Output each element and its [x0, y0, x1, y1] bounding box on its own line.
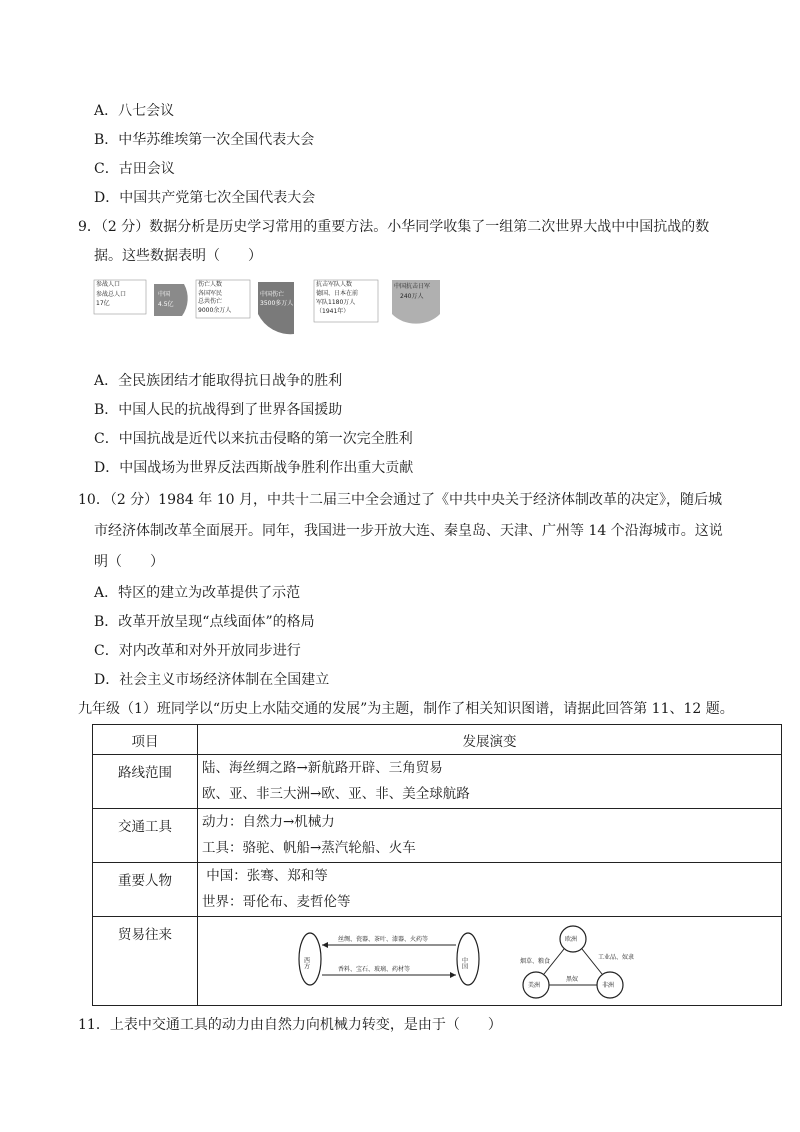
row-label-people: 重要人物 — [118, 873, 172, 889]
fig-item6-line2: 240万人 — [400, 293, 424, 300]
row-transport-line2: 工具：骆驼、帆船→蒸汽轮船、火车 — [202, 840, 416, 856]
row-route-line2: 欧、亚、非三大洲→欧、亚、非、美全球航路 — [202, 786, 470, 802]
knowledge-table — [92, 724, 782, 1006]
q9-data-figure — [92, 274, 472, 342]
row-transport-line1: 动力：自然力→机械力 — [202, 814, 335, 830]
table-row — [93, 809, 782, 863]
q9-option-c: C．中国抗战是近代以来抗击侵略的第一次完全胜利 — [94, 431, 413, 447]
bottom-arrowhead — [450, 972, 456, 978]
china-label: 中国 — [460, 957, 468, 969]
row-route-line1: 陆、海丝绸之路→新航路开辟、三角贸易 — [202, 760, 443, 776]
fig-item4-line2: 3500多万人 — [260, 300, 294, 307]
trade-diagram — [298, 923, 678, 1001]
fig-item5-line3: （1941年） — [316, 308, 350, 315]
fig-item1-line2: 17亿 — [96, 300, 110, 307]
fig-item2-line1: 中国 — [158, 291, 171, 298]
q9-stem-line2: 据。这些数据表明（ ） — [94, 248, 262, 264]
left-edge-label: 烟草、粮食 — [520, 958, 551, 965]
fig-item3-line1: 各国军民 — [198, 290, 223, 297]
table-header-development: 发展演变 — [198, 725, 782, 755]
row-label-route: 路线范围 — [118, 765, 172, 781]
q10-stem-line2: 市经济体制改革全面展开。同年，我国进一步开放大连、秦皇岛、天津、广州等 14 个沿海城市。这说 — [94, 523, 723, 539]
west-label: 西方 — [302, 957, 310, 969]
q10-option-c: C．对内改革和对外开放同步进行 — [94, 643, 301, 659]
q10-option-a: A．特区的建立为改革提供了示范 — [94, 585, 301, 601]
row-label-trade: 贸易往来 — [118, 927, 172, 943]
fig-item5-line2: 军队1180万人 — [316, 299, 356, 306]
row-people-line2: 世界：哥伦布、麦哲伦等 — [202, 894, 351, 910]
q9-option-d: D．中国战场为世界反法西斯战争胜利作出重大贡献 — [94, 460, 414, 476]
table-row — [93, 755, 782, 809]
q8-option-a: A．八七会议 — [94, 103, 175, 119]
table-row — [93, 917, 782, 1006]
bottom-edge-label: 黑奴 — [566, 976, 579, 983]
section-intro: 九年级（1）班同学以“历史上水陆交通的发展”为主题，制作了相关知识图谱，请据此回答第 11、12 题。 — [78, 701, 734, 717]
q11-stem: 11．上表中交通工具的动力由自然力向机械力转变，是由于（ ） — [78, 1017, 502, 1033]
q9-figure-svg — [92, 274, 472, 342]
fig-item1-title: 参战人口 — [96, 281, 121, 288]
table-row — [93, 863, 782, 917]
fig-item5-line1: 德国、日本在前 — [316, 290, 359, 297]
table-header-item: 项目 — [93, 725, 198, 755]
fig-item2-line2: 4.5亿 — [158, 301, 174, 308]
top-arrowhead — [322, 942, 328, 948]
row-label-transport: 交通工具 — [118, 819, 172, 835]
right-edge-label: 工业品、奴隶 — [598, 954, 635, 961]
q10-option-b: B．改革开放呈现“点线面体”的格局 — [94, 614, 315, 630]
right-edge — [582, 949, 602, 974]
q9-stem-line1: 9．（2 分）数据分析是历史学习常用的重要方法。小华同学收集了一组第二次世界大战中中国抗战的数 — [78, 219, 710, 235]
fig-item3-line3: 9000余万人 — [198, 307, 232, 314]
africa-label: 非洲 — [602, 982, 615, 989]
america-label: 美洲 — [528, 982, 541, 989]
q10-option-d: D．社会主义市场经济体制在全国建立 — [94, 672, 330, 688]
q9-option-b: B．中国人民的抗战得到了世界各国援助 — [94, 402, 343, 418]
fig-item3-title: 伤亡人数 — [198, 281, 223, 288]
table-header-row — [93, 725, 782, 755]
fig-item5-title: 抗击军队人数 — [316, 281, 353, 288]
q10-stem-line3: 明（ ） — [94, 554, 164, 570]
row-people-line1: 中国：张骞、郑和等 — [202, 868, 328, 884]
fig-item3-line2: 总共伤亡 — [198, 298, 223, 305]
q8-option-b: B．中华苏维埃第一次全国代表大会 — [94, 132, 315, 148]
fig-item6-line1: 中国抗击日军 — [394, 283, 431, 290]
fig-item1-line1: 参战总人口 — [96, 291, 127, 298]
europe-label: 欧洲 — [565, 936, 578, 943]
q8-option-d: D．中国共产党第七次全国代表大会 — [94, 190, 316, 206]
top-arrow-label: 丝绸、瓷器、茶叶、漆器、火药等 — [338, 936, 429, 943]
bottom-arrow-label: 香料、宝石、玻璃、药材等 — [338, 966, 411, 973]
q8-option-c: C．古田会议 — [94, 161, 175, 177]
q9-option-a: A．全民族团结才能取得抗日战争的胜利 — [94, 373, 343, 389]
q10-stem-line1: 10．（2 分）1984 年 10 月，中共十二届三中全会通过了《中共中央关于经济体制改革的决定》，随后城 — [78, 492, 722, 508]
fig-item4-line1: 中国伤亡 — [260, 291, 285, 298]
